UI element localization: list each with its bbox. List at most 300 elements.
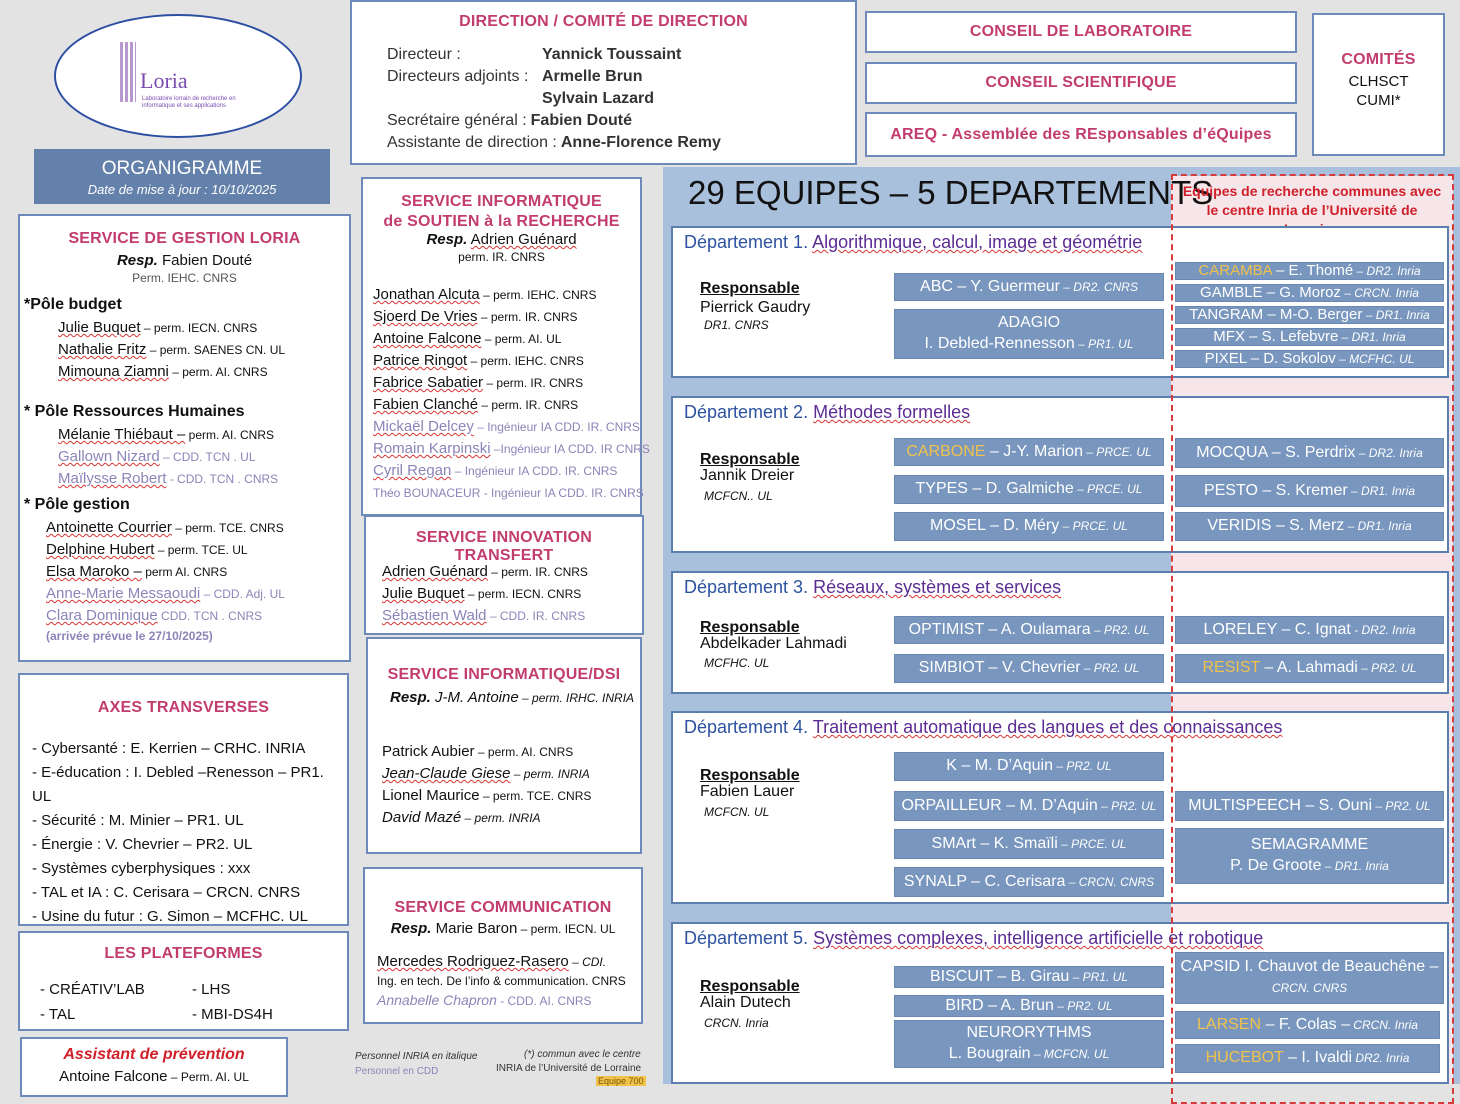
team-name: VERIDIS – S. Merz	[1207, 517, 1345, 535]
staff-name: Antoinette Courrier	[46, 519, 172, 536]
staff-info: – Ingénieur IA CDD. IR. CNRS	[451, 464, 618, 478]
team-box[interactable]	[1175, 828, 1444, 884]
staff-info: – perm. IR. CNRS	[483, 376, 584, 390]
axe-item: - E-éducation : I. Debled –Renesson – PR1. UL	[32, 764, 324, 805]
staff-member	[58, 363, 268, 380]
team-line	[1197, 1015, 1418, 1036]
team-box[interactable]	[894, 995, 1164, 1017]
conseil-scientifique-label: CONSEIL SCIENTIFIQUE	[985, 74, 1177, 91]
department-resp-grade: DR1. CNRS	[704, 318, 769, 332]
team-name: – F. Colas –	[1261, 1015, 1350, 1033]
staff-info: – perm. IEHC. CNRS	[467, 354, 584, 368]
staff-member	[373, 460, 650, 482]
staff-member	[382, 741, 591, 763]
sisr-title-2: de SOUTIEN à la RECHERCHE	[383, 213, 620, 230]
staff-member	[373, 394, 650, 416]
department-number: Département 4.	[684, 717, 809, 737]
staff-info: – CDD. TCN . UL	[159, 450, 256, 464]
staff-member	[373, 482, 650, 504]
organigramme-banner	[34, 149, 330, 204]
team-name: MOCQUA – S. Perdrix	[1196, 443, 1356, 461]
team-box[interactable]	[1175, 791, 1444, 821]
department-resp-label: Responsable	[700, 619, 800, 636]
team-box[interactable]	[1175, 438, 1444, 468]
staff-name: Anne-Marie Messaoudi	[46, 585, 201, 602]
team-grade: – DR2. CNRS	[1059, 279, 1138, 294]
logo-name: Loria	[140, 68, 188, 93]
team-line	[924, 334, 1133, 355]
sisr-title-1: SERVICE INFORMATIQUE	[401, 193, 602, 210]
communication-title: SERVICE COMMUNICATION	[394, 899, 612, 916]
pole-title: * Pôle Ressources Humaines	[24, 403, 245, 420]
team-grade: – PRCE. UL	[1059, 519, 1128, 534]
team-grade: – PR2. UL	[1357, 661, 1417, 676]
plateformes-title: LES PLATEFORMES	[104, 945, 263, 962]
staff-name: Clara Dominique	[46, 607, 158, 624]
team-grade: – DR2. Inria	[1353, 264, 1421, 279]
plateforme-item: - TAL	[40, 1006, 76, 1023]
team-line	[1203, 620, 1415, 641]
department-title	[684, 402, 970, 423]
team-line	[906, 442, 1151, 463]
team-box[interactable]	[894, 438, 1164, 466]
staff-name: Gallown Nizard	[58, 448, 160, 465]
direction-name: Yannick Toussaint	[542, 46, 682, 63]
team-name: BIRD – A. Brun	[945, 996, 1054, 1014]
innovation-list	[382, 561, 588, 627]
resp-label: Resp.	[390, 920, 432, 937]
logo-subtitle: Laboratoire lorrain de recherche en informatique et ses applications	[142, 96, 236, 110]
staff-member	[382, 561, 588, 583]
direction-role: Secrétaire général :	[387, 112, 527, 129]
team-line	[1200, 283, 1419, 303]
prevention-box	[20, 1037, 288, 1097]
staff-info: – perm. AI. UL	[481, 332, 562, 346]
team-grade: – CRCN. Inria	[1340, 286, 1419, 301]
team-grade: – PR2. UL	[1372, 798, 1431, 813]
communication-member	[377, 953, 606, 970]
team-line	[1272, 978, 1347, 999]
team-box[interactable]	[894, 829, 1164, 859]
direction-role: Directeurs adjoints :	[387, 68, 529, 85]
team-box[interactable]	[1175, 1044, 1440, 1073]
team-grade: – PRCE. UL	[1057, 836, 1127, 851]
prevention-title: Assistant de prévention	[63, 1046, 245, 1063]
resp-name: Marie Baron	[435, 920, 518, 937]
arrivee-note: (arrivée prévue le 27/10/2025)	[46, 629, 213, 643]
legend-cdd: Personnel en CDD	[355, 1066, 439, 1077]
team-grade: CRCN. CNRS	[1271, 981, 1348, 995]
team-name: MULTISPEECH – S. Ouni	[1188, 796, 1373, 814]
team-line	[932, 834, 1127, 855]
direction-role: Directeur :	[387, 46, 461, 63]
staff-member	[382, 807, 591, 829]
comites-box	[1312, 13, 1445, 156]
staff-info: - CDD. TCN . CNRS	[166, 472, 279, 486]
legend-stamp: Equipe 700	[598, 1076, 644, 1086]
main-title: 29 EQUIPES – 5 DEPARTEMENTS	[688, 174, 1214, 211]
department-name: Algorithmique, calcul, image et géométrie	[812, 232, 1143, 252]
team-box[interactable]	[894, 791, 1164, 821]
department-name: Systèmes complexes, intelligence artificielle et robotique	[813, 928, 1264, 948]
team-line	[920, 277, 1138, 298]
team-box[interactable]	[894, 512, 1164, 541]
dsi-box	[366, 637, 642, 854]
dsi-list	[382, 741, 591, 829]
team-grade: - DR2. Inria	[1350, 622, 1416, 637]
team-line	[1205, 349, 1415, 369]
department-resp-grade: MCFCN. UL	[704, 805, 770, 819]
resp-name: Fabien Douté	[161, 252, 253, 269]
direction-row	[387, 68, 643, 86]
team-line	[1188, 796, 1430, 817]
staff-info: – perm. IR. CNRS	[487, 565, 588, 579]
pole-title: * Pôle gestion	[24, 496, 130, 513]
staff-member	[46, 607, 262, 624]
plateforme-item: - CRÉATIV’LAB	[40, 981, 145, 998]
team-line	[909, 620, 1150, 641]
conseil-scientifique[interactable]	[865, 62, 1297, 104]
team-name: MOSEL – D. Méry	[930, 517, 1060, 535]
department-number: Département 3.	[684, 577, 809, 597]
department-resp-grade: MCFCN.. UL	[704, 489, 773, 503]
team-line	[998, 313, 1060, 334]
team-line	[1196, 443, 1423, 464]
team-name: K – M. D’Aquin	[946, 757, 1053, 775]
staff-name: Mélanie Thiébaut –	[58, 426, 186, 443]
team-line	[1189, 305, 1429, 325]
staff-member	[46, 563, 227, 580]
staff-name: David Mazé	[382, 809, 462, 826]
team-line	[1230, 856, 1389, 877]
staff-info: – perm. INRIA	[510, 767, 590, 781]
staff-name: Jonathan Alcuta	[373, 286, 480, 303]
department-number: Département 2.	[684, 402, 809, 422]
member-name: Mercedes Rodriguez-Rasero	[377, 953, 569, 970]
team-leader: L. Bougrain	[948, 1045, 1031, 1062]
prevention-person	[22, 1068, 286, 1085]
department-number: Département 5.	[684, 928, 809, 948]
direction-row	[387, 134, 721, 152]
team-box[interactable]	[894, 752, 1164, 781]
comites-item: CUMI*	[1356, 92, 1401, 109]
staff-name: Delphine Hubert	[46, 541, 155, 558]
team-grade: – PRCE. UL	[1073, 482, 1143, 497]
team-grade: – DR1. Inria	[1338, 330, 1406, 345]
team-grade: CRCN. Inria	[1349, 1017, 1418, 1032]
staff-info: – perm. IECN. CNRS	[140, 321, 258, 335]
team-line	[1204, 481, 1415, 502]
plateforme-item: - LHS	[192, 981, 231, 998]
staff-member	[373, 372, 650, 394]
plateformes-box	[18, 931, 349, 1031]
team-box[interactable]	[894, 867, 1164, 897]
staff-name: Cyril Regan	[373, 462, 452, 479]
department-resp-name: Alain Dutech	[700, 994, 791, 1011]
team-box[interactable]	[1175, 512, 1444, 541]
logo	[54, 14, 302, 138]
team-box[interactable]	[1175, 952, 1444, 1004]
direction-title: DIRECTION / COMITÉ DE DIRECTION	[459, 13, 748, 30]
team-grade: – DR1. Inria	[1347, 483, 1416, 498]
staff-info: –Ingénieur IA CDD. IR CNRS	[490, 442, 650, 456]
department-resp-name: Abdelkader Lahmadi	[700, 635, 847, 652]
team-line	[930, 516, 1128, 537]
staff-info: – CDD. Adj. UL	[200, 587, 285, 601]
team-box[interactable]	[894, 654, 1164, 683]
staff-member	[382, 605, 588, 627]
team-name: PIXEL – D. Sokolov	[1204, 350, 1336, 368]
team-box[interactable]	[1175, 306, 1444, 324]
team-name: – I. Ivaldi	[1283, 1049, 1353, 1067]
direction-name: Fabien Douté	[530, 112, 632, 129]
team-line	[904, 872, 1154, 893]
resp-label: Resp.	[426, 231, 468, 248]
staff-name: Adrien Guénard	[382, 563, 488, 580]
legend-note-1: (*) commun avec le centre	[524, 1049, 641, 1060]
staff-name: Mickaël Delcey	[373, 418, 474, 435]
team-leader: I. Debled-Rennesson	[924, 335, 1075, 352]
team-box[interactable]	[1175, 616, 1444, 644]
staff-name: Maïlysse Robert	[58, 470, 167, 487]
department-resp-name: Pierrick Gaudry	[700, 299, 811, 316]
sisr-resp	[363, 231, 640, 248]
axe-item: - Sécurité : M. Minier – PR1. UL	[32, 812, 244, 829]
member-name: Annabelle Chapron	[377, 992, 497, 1008]
team-grade: DR2. Inria	[1352, 1051, 1410, 1066]
team-box[interactable]	[1175, 328, 1444, 346]
team-grade: – PR2. UL	[1080, 661, 1140, 676]
staff-info: – perm. TCE. CNRS	[171, 521, 284, 535]
staff-info: – perm. SAENES CN. UL	[146, 343, 286, 357]
team-name: SYNALP – C. Cerisara	[903, 872, 1066, 890]
staff-info: – perm. IECN. CNRS	[464, 587, 582, 601]
team-grade: – DR1. Inria	[1344, 519, 1412, 534]
inria-header: Equipes de recherche communes avec le centre Inria de l’Université de	[1182, 183, 1442, 218]
team-grade: – PRCE. UL	[1082, 444, 1152, 459]
team-line	[1251, 835, 1368, 856]
staff-name: Patrice Ringot	[373, 352, 468, 369]
department-resp-grade: MCFHC. UL	[704, 656, 770, 670]
team-grade: – DR2. Inria	[1355, 445, 1423, 460]
staff-member	[373, 328, 650, 350]
communication-box	[363, 867, 643, 1024]
direction-row	[387, 46, 682, 64]
staff-name: Julie Buquet	[58, 319, 141, 336]
department-name: Traitement automatique des langues et des connaissances	[812, 717, 1283, 737]
staff-name: Fabrice Sabatier	[373, 374, 484, 391]
team-grade: – CRCN. CNRS	[1065, 874, 1155, 889]
team-box[interactable]	[1175, 262, 1444, 280]
team-name: TYPES – D. Galmiche	[915, 480, 1074, 498]
team-leader: P. De Groote	[1230, 857, 1322, 874]
axe-item: - Systèmes cyberphysiques : xxx	[32, 860, 251, 877]
team-grade: – PR1. UL	[1069, 969, 1128, 984]
staff-name: Patrick Aubier	[382, 743, 475, 760]
team-line	[919, 658, 1140, 679]
team-highlight: CARAMBA	[1198, 262, 1272, 280]
team-name: OPTIMIST – A. Oulamara	[908, 620, 1091, 638]
staff-info: – perm. TCE. CNRS	[479, 789, 592, 803]
staff-info: – perm. IEHC. CNRS	[479, 288, 597, 302]
department-title	[684, 232, 1142, 253]
staff-name: Sébastien Wald	[382, 607, 487, 624]
staff-name: Jean-Claude Giese	[382, 765, 511, 782]
team-name: SEMAGRAMME	[1250, 836, 1369, 854]
team-line	[1198, 261, 1420, 281]
team-name: MFX – S. Lefebvre	[1213, 328, 1339, 346]
staff-info: perm AI. CNRS	[141, 565, 228, 579]
staff-member	[46, 585, 285, 602]
staff-member	[46, 519, 284, 536]
staff-info: perm. AI. CNRS	[185, 428, 274, 442]
team-grade: – MCFHC. UL	[1335, 352, 1415, 367]
axe-item: - Cybersanté : E. Kerrien – CRHC. INRIA	[32, 740, 306, 757]
direction-box	[350, 0, 857, 165]
team-grade: – PR2. UL	[1053, 759, 1112, 774]
staff-info: – perm. TCE. UL	[154, 543, 248, 557]
team-name: – J-Y. Marion	[985, 442, 1083, 460]
team-line	[1207, 516, 1411, 537]
resp-grade: – perm. IRHC. INRIA	[518, 691, 635, 705]
prevention-info: – Perm. AI. UL	[167, 1070, 249, 1084]
conseil-laboratoire[interactable]	[865, 11, 1297, 53]
team-line	[916, 479, 1143, 500]
staff-name: Antoine Falcone	[373, 330, 482, 347]
legend-note-2: INRIA de l’Université de Lorraine	[496, 1063, 642, 1074]
comites-item: CLHSCT	[1348, 73, 1409, 90]
staff-name: Théo BOUNACEUR	[373, 486, 481, 500]
department-name: Méthodes formelles	[813, 402, 971, 422]
team-name: – E. Thomé	[1271, 262, 1354, 280]
staff-info: – CDD. IR. CNRS	[486, 609, 586, 623]
legend-inria: Personnel INRIA en italique	[355, 1051, 478, 1062]
team-box[interactable]	[1175, 475, 1444, 507]
staff-name: Julie Buquet	[382, 585, 465, 602]
staff-name: Romain Karpinski	[373, 440, 491, 457]
member-info: – CDI.	[568, 955, 607, 969]
plateforme-item: - MBI-DS4H	[192, 1006, 273, 1023]
staff-member	[46, 541, 248, 558]
department-name: Réseaux, systèmes et services	[813, 577, 1062, 597]
dsi-resp	[390, 689, 634, 706]
member-info: - CDD. AI. CNRS	[496, 994, 592, 1008]
areq-label: AREQ - Assemblée des REsponsables d’éQuipes	[890, 126, 1272, 143]
staff-name: Sjoerd De Vries	[373, 308, 478, 325]
innovation-box	[364, 515, 644, 635]
organigramme-date: Date de mise à jour : 10/10/2025	[87, 182, 277, 197]
team-box[interactable]	[894, 616, 1164, 644]
direction-row	[387, 112, 632, 130]
team-line	[1206, 1048, 1410, 1069]
team-line	[1202, 658, 1416, 679]
dsi-title: SERVICE INFORMATIQUE/DSI	[387, 666, 621, 683]
resp-grade: perm. IR. CNRS	[458, 250, 545, 264]
department-number: Département 1.	[684, 232, 809, 252]
direction-name: Armelle Brun	[542, 68, 643, 85]
team-grade: – PR1. UL	[1074, 337, 1134, 351]
team-box[interactable]	[894, 966, 1164, 988]
member-info: Ing. en tech. De l’info & communication. CNRS	[377, 974, 626, 988]
team-box[interactable]	[1175, 350, 1444, 368]
team-name: LORELEY – C. Ignat	[1203, 620, 1351, 638]
staff-info: – perm. AI. CNRS	[474, 745, 574, 759]
team-highlight: LARSEN	[1197, 1015, 1262, 1033]
staff-name: Mimouna Ziamni	[58, 363, 169, 380]
team-grade: – PR2. UL	[1090, 622, 1150, 637]
direction-role: Assistante de direction :	[387, 134, 557, 151]
department-title	[684, 717, 1282, 738]
logo-dots	[120, 42, 136, 102]
axe-item: - Énergie : V. Chevrier – PR2. UL	[32, 836, 253, 853]
team-name: PESTO – S. Kremer	[1203, 481, 1348, 499]
team-box[interactable]	[1175, 1011, 1440, 1039]
team-highlight: HUCEBOT	[1205, 1049, 1284, 1067]
team-highlight: CARBONE	[906, 442, 986, 460]
prevention-name: Antoine Falcone	[59, 1068, 168, 1085]
team-name: CAPSID I. Chauvot de Beauchêne –	[1180, 958, 1439, 976]
axes-title: AXES TRANSVERSES	[97, 699, 270, 716]
innovation-title: SERVICE INNOVATION TRANSFERT	[415, 529, 593, 564]
team-box[interactable]	[1175, 654, 1444, 683]
staff-member	[382, 763, 591, 785]
staff-name: Elsa Maroko –	[46, 563, 142, 580]
team-box[interactable]	[894, 1020, 1164, 1068]
staff-member	[373, 284, 650, 306]
resp-name: Adrien Guénard	[470, 231, 577, 248]
staff-member	[58, 448, 256, 465]
department-resp-label: Responsable	[700, 767, 800, 784]
axes-list	[32, 737, 347, 929]
team-name: ORPAILLEUR – M. D’Aquin	[901, 796, 1098, 814]
team-box[interactable]	[1175, 284, 1444, 302]
team-name: BISCUIT – B. Girau	[929, 967, 1070, 985]
team-name: – A. Lahmadi	[1259, 659, 1358, 677]
pole-title: *Pôle budget	[24, 296, 122, 313]
department-resp-name: Fabien Lauer	[700, 783, 795, 800]
team-box[interactable]	[894, 309, 1164, 359]
department-resp-name: Jannik Dreier	[700, 467, 795, 484]
axes-box	[18, 673, 349, 926]
sisr-list	[373, 284, 650, 504]
staff-member	[373, 306, 650, 328]
team-box[interactable]	[894, 273, 1164, 301]
team-line	[966, 1023, 1091, 1044]
team-name: SMArt – K. Smaïli	[931, 834, 1058, 852]
team-box[interactable]	[894, 475, 1164, 504]
team-grade: – MCFCN. UL	[1030, 1047, 1110, 1061]
staff-member	[58, 470, 278, 487]
department-resp-label: Responsable	[700, 280, 800, 297]
team-grade: – PR2. UL	[1053, 998, 1113, 1013]
staff-member	[373, 416, 650, 438]
team-grade: – DR1. Inria	[1362, 308, 1430, 323]
team-name: ADAGIO	[997, 314, 1061, 332]
team-line	[946, 756, 1111, 777]
staff-info: - Ingénieur IA CDD. IR. CNRS	[480, 486, 644, 500]
team-name: SIMBIOT – V. Chevrier	[918, 659, 1081, 677]
service-gestion-title: SERVICE DE GESTION LORIA	[68, 230, 301, 247]
staff-member	[58, 341, 285, 358]
staff-member	[58, 426, 274, 443]
team-highlight: RESIST	[1202, 659, 1260, 677]
staff-name: Nathalie Fritz	[58, 341, 147, 358]
conseil-laboratoire-label: CONSEIL DE LABORATOIRE	[969, 23, 1193, 40]
team-line	[1181, 957, 1439, 978]
direction-name: Sylvain Lazard	[542, 90, 655, 107]
areq-box[interactable]	[865, 112, 1297, 157]
team-line	[1213, 327, 1405, 347]
